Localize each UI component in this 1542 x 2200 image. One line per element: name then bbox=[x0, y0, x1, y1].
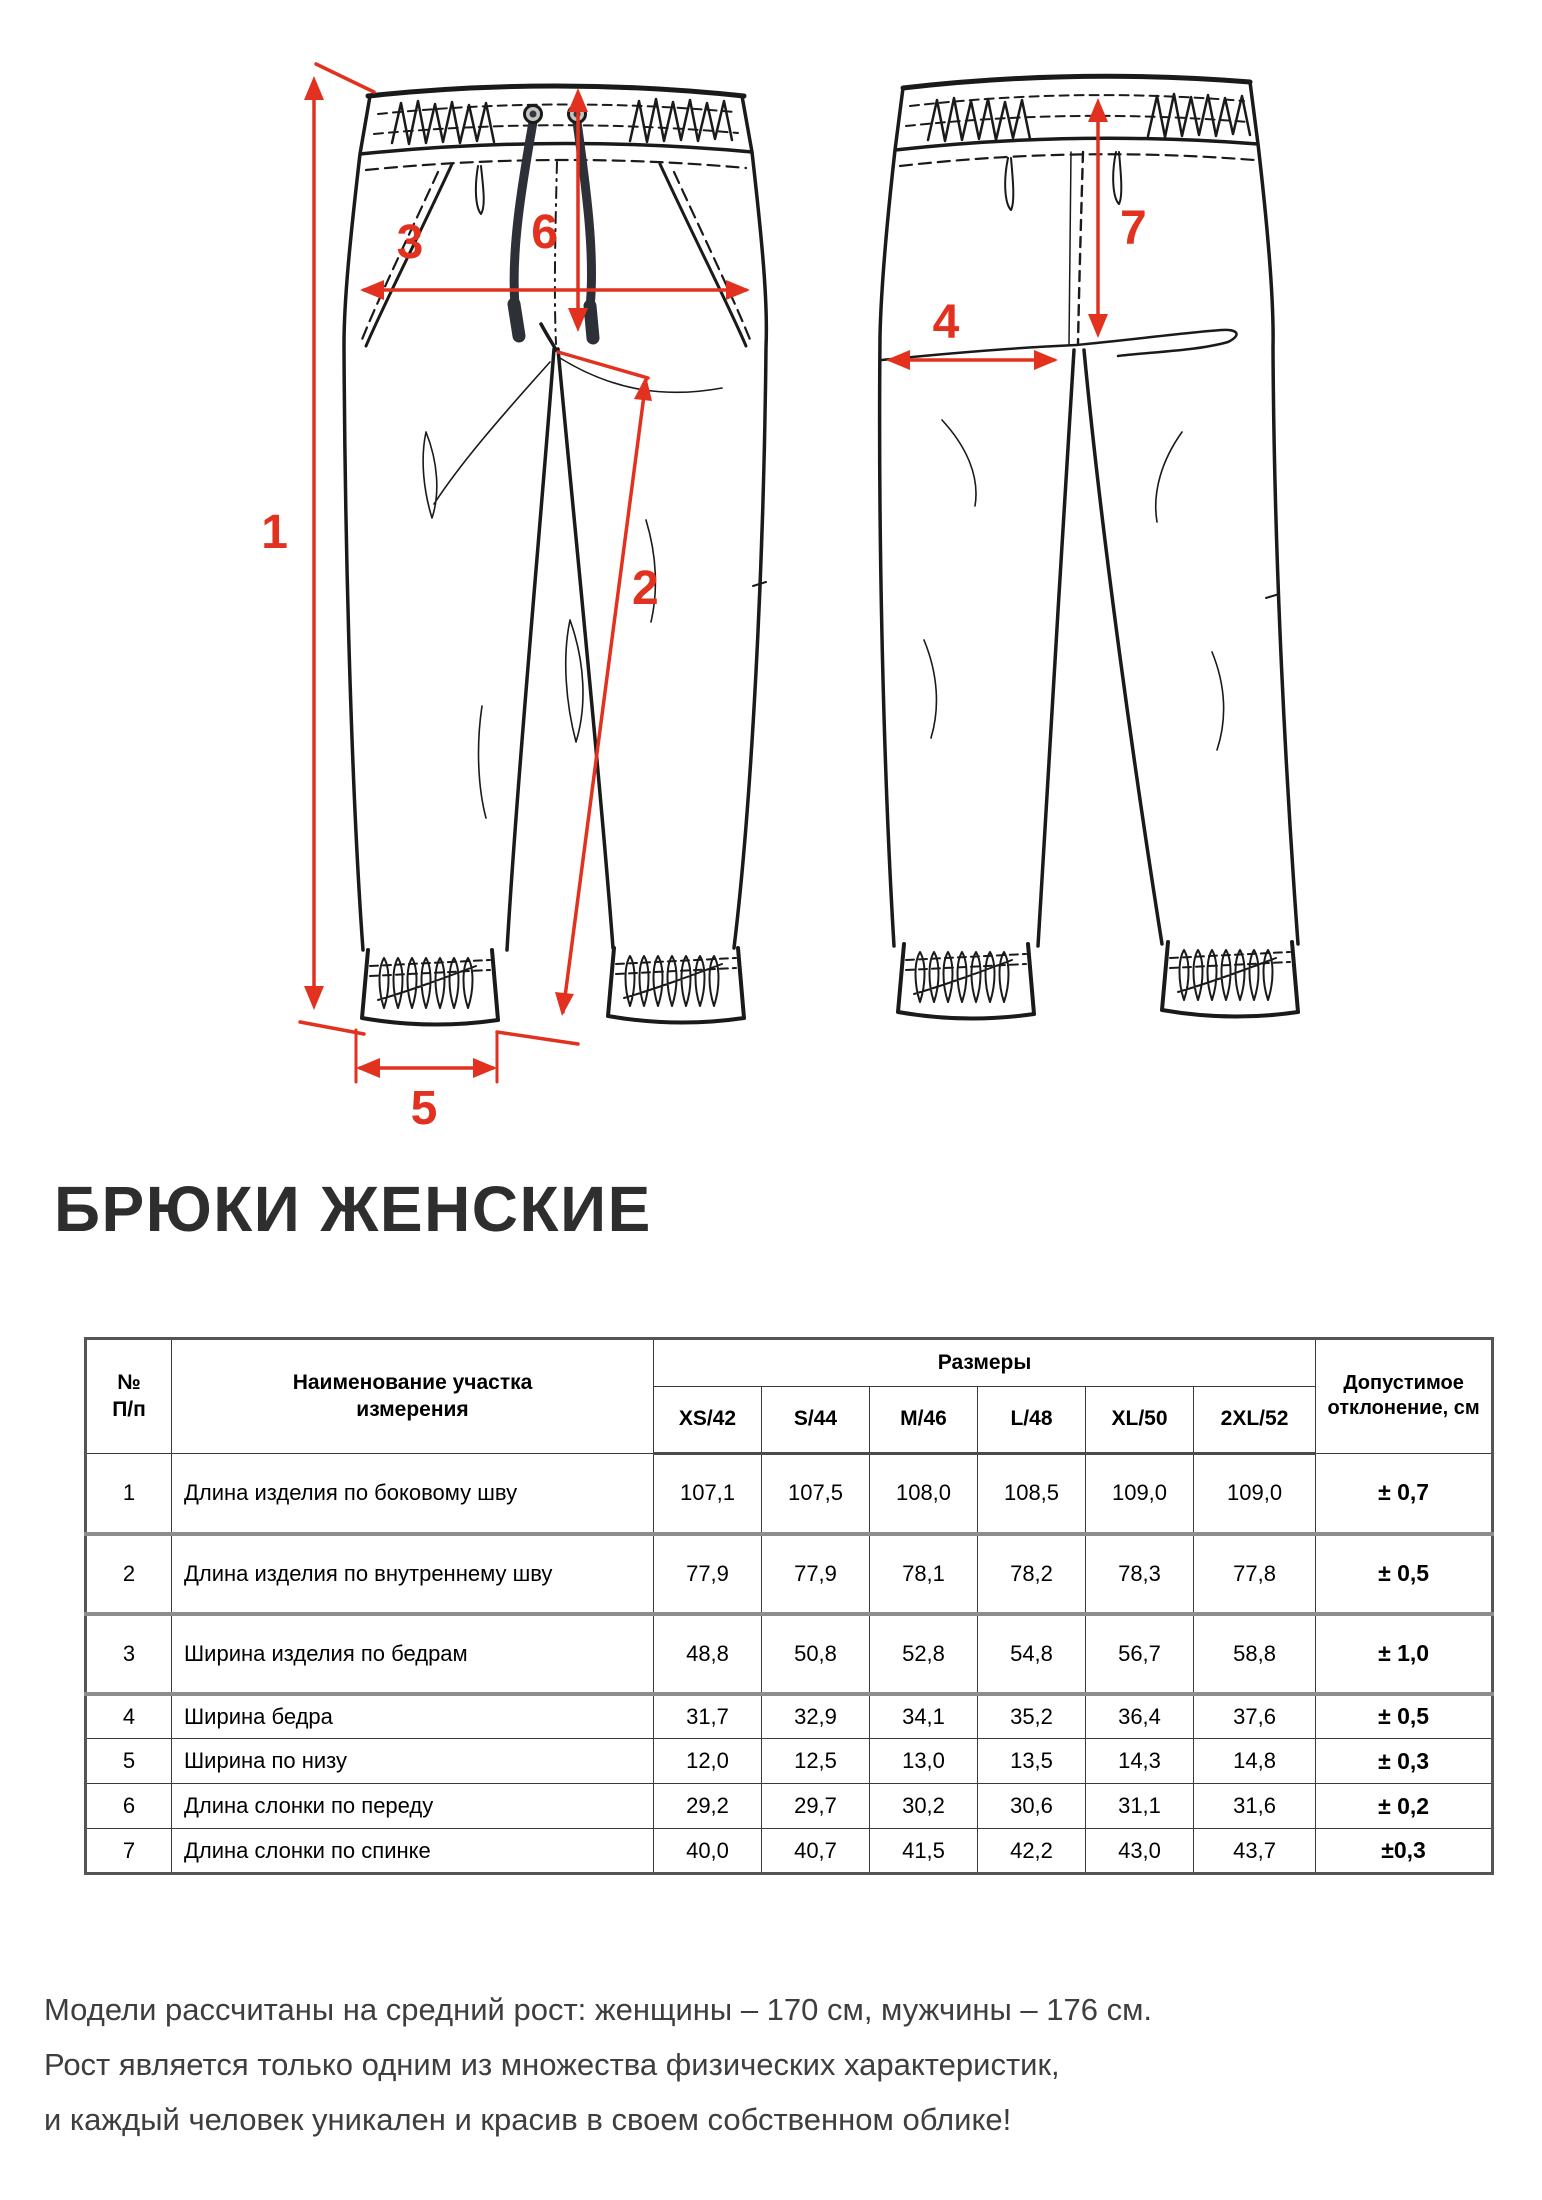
measure-label-2: 2 bbox=[632, 562, 659, 615]
fit-note-line: Модели рассчитаны на средний рост: женщины – 170 см, мужчины – 176 см. bbox=[44, 1992, 1153, 2027]
table-row bbox=[86, 1694, 1493, 1739]
tolerance-cell: ± 0,5 bbox=[1316, 1534, 1493, 1614]
tolerance-cell: ±0,3 bbox=[1316, 1829, 1493, 1874]
size-col-header: S/44 bbox=[762, 1387, 870, 1454]
value-cell: 30,6 bbox=[978, 1784, 1086, 1829]
value-cell: 31,6 bbox=[1194, 1784, 1316, 1829]
measure-label-6: 6 bbox=[531, 206, 558, 259]
size-col-header: 2XL/52 bbox=[1194, 1387, 1316, 1454]
table-row bbox=[86, 1784, 1493, 1829]
value-cell: 34,1 bbox=[870, 1694, 978, 1739]
value-cell: 48,8 bbox=[654, 1614, 762, 1694]
size-col-header: L/48 bbox=[978, 1387, 1086, 1454]
value-cell: 54,8 bbox=[978, 1614, 1086, 1694]
row-num-cell: 2 bbox=[86, 1534, 172, 1614]
value-cell: 78,3 bbox=[1086, 1534, 1194, 1614]
num-header-line1: № bbox=[117, 1371, 141, 1395]
fit-note-line: Рост является только одним из множества физических характеристик, bbox=[44, 2047, 1060, 2082]
value-cell: 107,5 bbox=[762, 1454, 870, 1534]
tolerance-cell: ± 0,2 bbox=[1316, 1784, 1493, 1829]
row-name-cell: Длина слонки по переду bbox=[172, 1784, 654, 1829]
value-cell: 108,0 bbox=[870, 1454, 978, 1534]
value-cell: 35,2 bbox=[978, 1694, 1086, 1739]
table-row bbox=[86, 1829, 1493, 1874]
row-name-cell: Длина изделия по внутреннему шву bbox=[172, 1534, 654, 1614]
measure-label-3: 3 bbox=[396, 216, 424, 269]
value-cell: 40,0 bbox=[654, 1829, 762, 1874]
tolerance-cell: ± 1,0 bbox=[1316, 1614, 1493, 1694]
table-header-row-group bbox=[86, 1339, 1493, 1387]
value-cell: 14,3 bbox=[1086, 1739, 1194, 1784]
row-num-cell: 6 bbox=[86, 1784, 172, 1829]
value-cell: 37,6 bbox=[1194, 1694, 1316, 1739]
value-cell: 77,9 bbox=[762, 1534, 870, 1614]
size-table-wrap bbox=[84, 1337, 1492, 1875]
value-cell: 32,9 bbox=[762, 1694, 870, 1739]
row-num-cell: 1 bbox=[86, 1454, 172, 1534]
value-cell: 43,0 bbox=[1086, 1829, 1194, 1874]
page-title: БРЮКИ ЖЕНСКИЕ bbox=[54, 1173, 652, 1245]
row-name-cell: Ширина бедра bbox=[172, 1694, 654, 1739]
size-col-header: M/46 bbox=[870, 1387, 978, 1454]
table-row bbox=[86, 1614, 1493, 1694]
value-cell: 58,8 bbox=[1194, 1614, 1316, 1694]
measure-label-5: 5 bbox=[410, 1082, 438, 1135]
col-header-sizes-group: Размеры bbox=[654, 1339, 1316, 1387]
size-col-header: XL/50 bbox=[1086, 1387, 1194, 1454]
value-cell: 14,8 bbox=[1194, 1739, 1316, 1784]
row-num-cell: 7 bbox=[86, 1829, 172, 1874]
measure-arrow-2 bbox=[555, 352, 659, 1016]
value-cell: 42,2 bbox=[978, 1829, 1086, 1874]
col-header-num bbox=[86, 1339, 172, 1454]
value-cell: 77,9 bbox=[654, 1534, 762, 1614]
measure-label-4: 4 bbox=[932, 296, 960, 349]
row-num-cell: 3 bbox=[86, 1614, 172, 1694]
value-cell: 56,7 bbox=[1086, 1614, 1194, 1694]
value-cell: 107,1 bbox=[654, 1454, 762, 1534]
table-row bbox=[86, 1454, 1493, 1534]
num-header-line2: П/п bbox=[112, 1397, 146, 1421]
value-cell: 13,0 bbox=[870, 1739, 978, 1784]
back-view bbox=[880, 76, 1298, 1018]
value-cell: 50,8 bbox=[762, 1614, 870, 1694]
row-name-cell: Длина слонки по спинке bbox=[172, 1829, 654, 1874]
tolerance-cell: ± 0,3 bbox=[1316, 1739, 1493, 1784]
tolerance-cell: ± 0,5 bbox=[1316, 1694, 1493, 1739]
fit-note-line: и каждый человек уникален и красив в своем собственном облике! bbox=[44, 2102, 1012, 2137]
measure-label-1: 1 bbox=[261, 506, 288, 559]
measure-arrow-7 bbox=[1088, 98, 1147, 338]
eyelet bbox=[525, 106, 542, 123]
value-cell: 31,7 bbox=[654, 1694, 762, 1739]
col-header-name: Наименование участка измерения bbox=[172, 1339, 654, 1454]
row-name-cell: Длина изделия по боковому шву bbox=[172, 1454, 654, 1534]
size-table bbox=[84, 1337, 1494, 1875]
value-cell: 77,8 bbox=[1194, 1534, 1316, 1614]
measure-arrow-5 bbox=[356, 1030, 578, 1135]
value-cell: 109,0 bbox=[1194, 1454, 1316, 1534]
measure-label-7: 7 bbox=[1120, 202, 1147, 255]
col-header-tolerance: Допустимое отклонение, см bbox=[1316, 1339, 1493, 1454]
value-cell: 43,7 bbox=[1194, 1829, 1316, 1874]
value-cell: 13,5 bbox=[978, 1739, 1086, 1784]
value-cell: 30,2 bbox=[870, 1784, 978, 1829]
measure-arrow-1 bbox=[261, 64, 374, 1034]
value-cell: 52,8 bbox=[870, 1614, 978, 1694]
value-cell: 36,4 bbox=[1086, 1694, 1194, 1739]
value-cell: 78,1 bbox=[870, 1534, 978, 1614]
row-num-cell: 5 bbox=[86, 1739, 172, 1784]
row-name-cell: Ширина по низу bbox=[172, 1739, 654, 1784]
value-cell: 78,2 bbox=[978, 1534, 1086, 1614]
table-row bbox=[86, 1534, 1493, 1614]
value-cell: 109,0 bbox=[1086, 1454, 1194, 1534]
value-cell: 12,5 bbox=[762, 1739, 870, 1784]
value-cell: 40,7 bbox=[762, 1829, 870, 1874]
value-cell: 29,2 bbox=[654, 1784, 762, 1829]
value-cell: 108,5 bbox=[978, 1454, 1086, 1534]
value-cell: 31,1 bbox=[1086, 1784, 1194, 1829]
fit-note bbox=[44, 1982, 1504, 2147]
size-col-header: XS/42 bbox=[654, 1387, 762, 1454]
table-row bbox=[86, 1739, 1493, 1784]
measure-arrow-4 bbox=[886, 296, 1058, 370]
value-cell: 29,7 bbox=[762, 1784, 870, 1829]
value-cell: 12,0 bbox=[654, 1739, 762, 1784]
row-num-cell: 4 bbox=[86, 1694, 172, 1739]
tolerance-cell: ± 0,7 bbox=[1316, 1454, 1493, 1534]
value-cell: 41,5 bbox=[870, 1829, 978, 1874]
row-name-cell: Ширина изделия по бедрам bbox=[172, 1614, 654, 1694]
